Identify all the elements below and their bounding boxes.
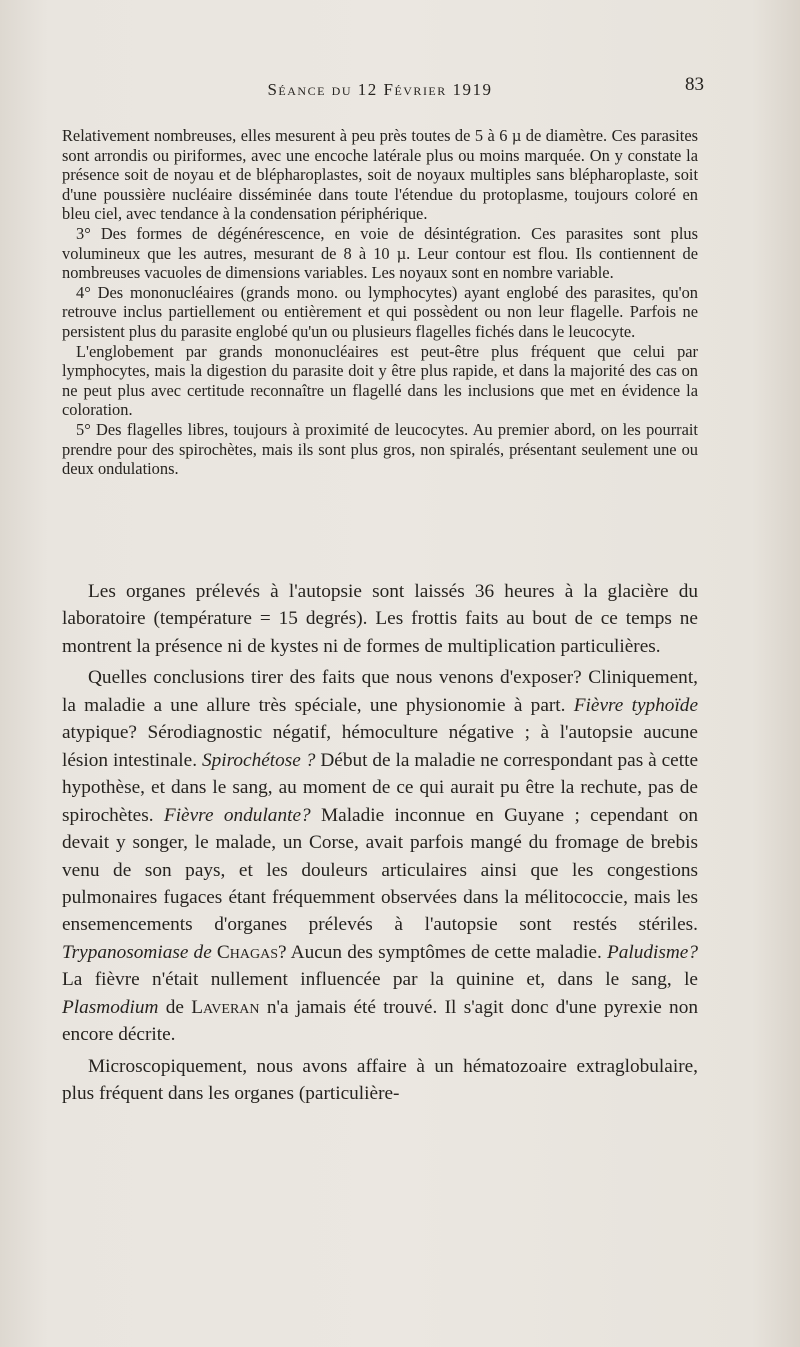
paragraph-autopsy-organs: Les organes prélevés à l'autopsie sont laissés 36 heures à la glacière du laboratoire (température = 15 degrés). Les frottis faits au bout de ce temps ne montrent la présence ni de kystes ni de formes de multiplication particulières. xyxy=(62,581,698,657)
page-header xyxy=(60,74,704,106)
text-run: n'a jamais été trouvé. Il s'agit donc d'une pyrexie non encore décrite. xyxy=(62,996,698,1046)
text-run: ? Aucun des symptômes de cette maladie. xyxy=(278,941,607,963)
italic-term: Plasmodium xyxy=(62,996,159,1018)
paragraph-forms-description: Relativement nombreuses, elles mesurent à peu près toutes de 5 à 6 µ de diamètre. Ces parasites sont arrondis ou piriformes, avec une encoche latérale plus ou moins marquée. On y constate la présence soit de noyau et de blépharoplastes, soit de noyaux multiples sans blépharoplaste, soit d'une poussière nucléaire disséminée dans toute l'étendue du protoplasme, toujours coloré en bleu ciel, avec tendance à la condensation périphérique. xyxy=(62,126,698,224)
italic-term: Fièvre typhoïde xyxy=(573,694,699,716)
page-number: 83 xyxy=(685,74,704,95)
paragraph-englobement: L'englobement par grands mononucléaires est peut-être plus fréquent que celui par lymphocytes, mais la digestion du parasite doit y être plus rapide, et dans la majorité des cas on ne peut plus avec certitude reconnaître un flagellé dans les inclusions que met en évidence la coloration. xyxy=(62,341,698,420)
italic-term: Fièvre ondulante? xyxy=(163,804,311,826)
paragraph-degenerative-forms: 3° Des formes de dégénérescence, en voie de désintégration. Ces parasites sont plus volumineux que les autres, mesurant de 8 à 10 µ. Leur contour est flou. Ils contiennent de nombreuses vacuoles de dimensions variables. Les noyaux sont en nombre variable. xyxy=(62,223,698,283)
text-run: Début de la maladie ne correspondant pas à cette hypothèse, et dans le sang, au moment de ce qui aurait pu être la rechute, pas de spirochètes. xyxy=(62,749,699,826)
paragraph-conclusions xyxy=(62,664,698,1048)
main-text xyxy=(62,578,698,1108)
text-run: de xyxy=(158,996,192,1018)
paragraph-microscopy: Microscopiquement, nous avons affaire à un hématozoaire extraglobulaire, plus fréquent dans les organes (particulière- xyxy=(62,1055,698,1105)
paragraph-free-flagella: 5° Des flagelles libres, toujours à proximité de leucocytes. Au premier abord, on les pourrait prendre pour des spirochètes, mais ils sont plus gros, non spiralés, présentant seulement une ou deux ondulations. xyxy=(62,419,698,479)
text-run: Quelles conclusions tirer des faits que nous venons d'exposer? Cliniquement, la maladie a une allure très spéciale, une physionomie à part. xyxy=(62,667,698,716)
author-name: Laveran xyxy=(191,996,260,1018)
italic-term: Trypanosomiase de xyxy=(62,941,212,963)
author-name: Chagas xyxy=(216,941,279,963)
paragraph-mononuclears: 4° Des mononucléaires (grands mono. ou lymphocytes) ayant englobé des parasites, qu'on retrouve inclus partiellement ou entièrement et qui possèdent ou non leur flagelle. Parfois ne persistent plus du parasite englobé qu'un ou plusieurs flagelles fichés dans le leucocyte. xyxy=(62,282,698,341)
text-run: atypique? Sérodiagnostic négatif, hémoculture négative ; à l'autopsie aucune lésion intestinale. xyxy=(62,722,698,771)
text-run: La fièvre n'était nullement influencée par la quinine et, dans le sang, le xyxy=(62,969,698,991)
text-run: Maladie inconnue en Guyane ; cependant on devait y songer, le malade, un Corse, avait parfois mangé du fromage de brebis venu de son pays, et les douleurs articulaires ainsi que les congestions pulmonaires fugaces étant fréquemment observées dans la mélitococcie, mais les ensemencements d'organes prélevés à l'autopsie sont restés stériles. xyxy=(62,804,698,936)
running-head: Séance du 12 Février 1919 xyxy=(267,80,493,99)
italic-term: Spirochétose ? xyxy=(201,749,316,771)
italic-term: Paludisme? xyxy=(606,941,698,963)
observation-notes xyxy=(62,126,698,479)
